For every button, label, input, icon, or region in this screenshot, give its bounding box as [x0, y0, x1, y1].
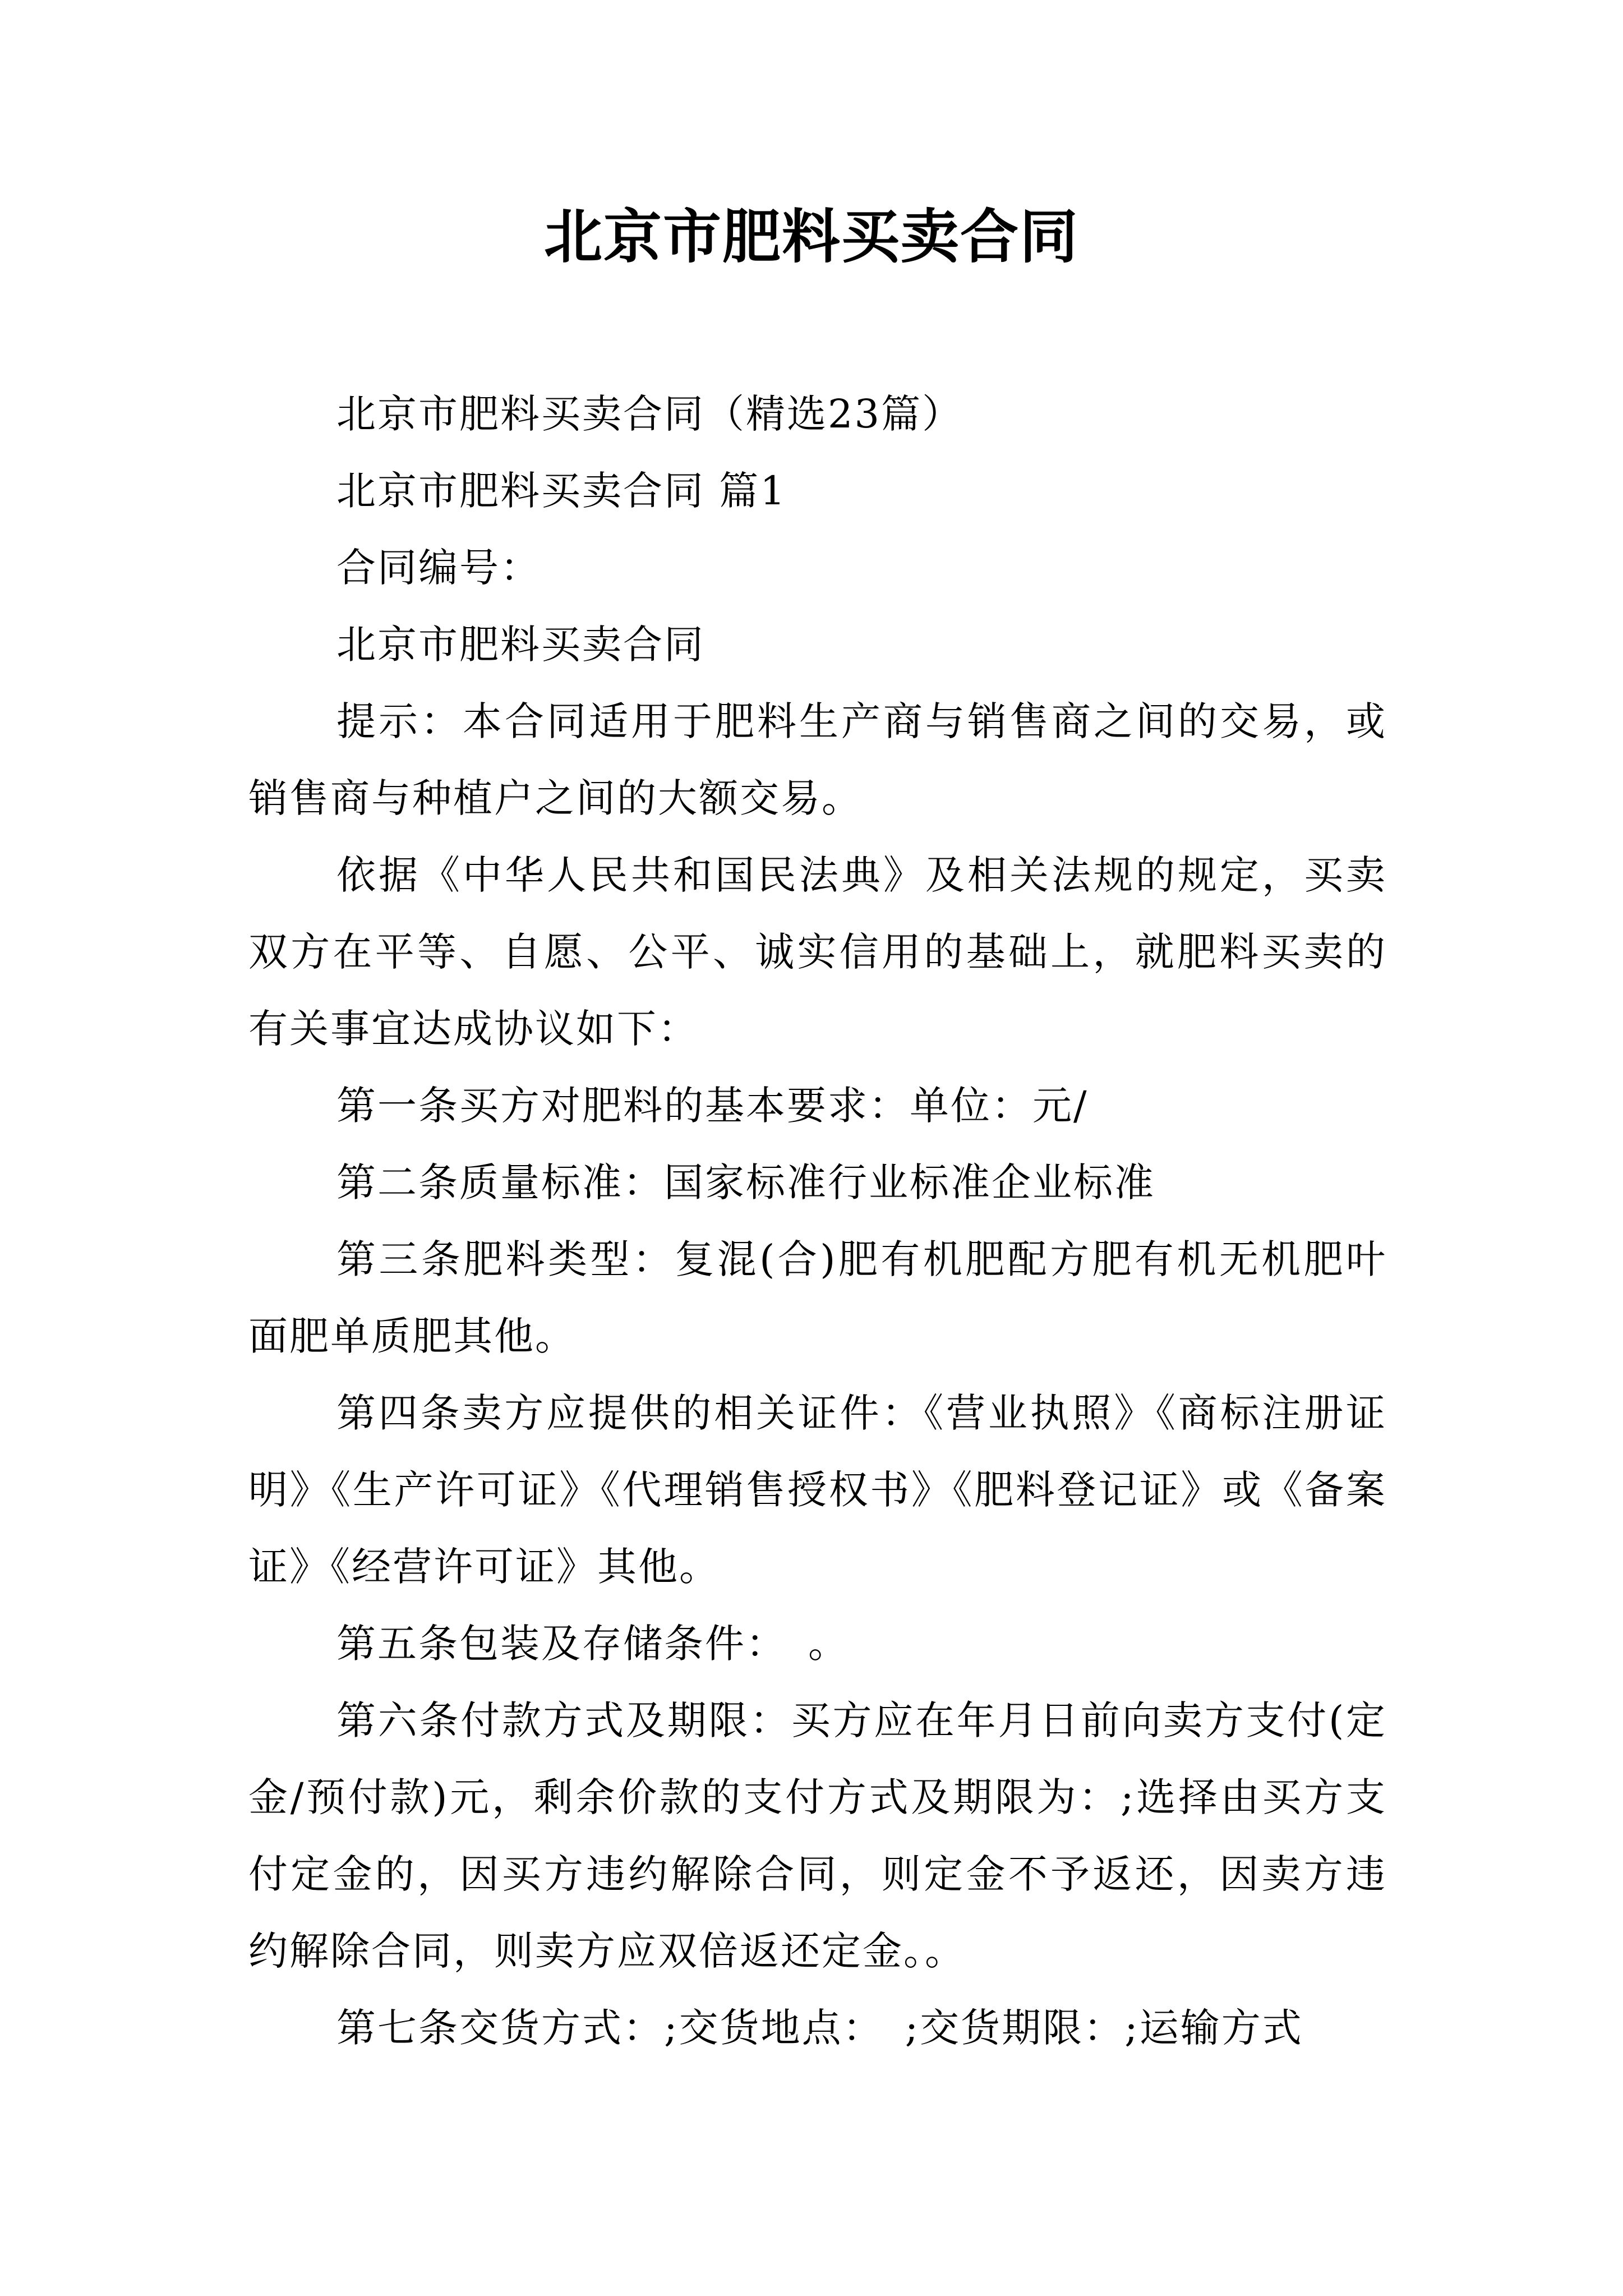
- paragraph-clause-4: 第四条卖方应提供的相关证件：《营业执照》《商标注册证明》《生产许可证》《代理销售授权书》《肥料登记证》或《备案证》《经营许可证》其他。: [248, 1390, 1387, 1590]
- paragraph-clause-6: 第六条付款方式及期限：买方应在年月日前向卖方支付(定金/预付款)元，剩余价款的支付方式及期限为：;选择由买方支付定金的，因买方违约解除合同，则定金不予返还，因卖方违约解除合同，则卖方应双倍返还定金。。: [248, 1697, 1387, 1974]
- paragraph-clause-5: 第五条包装及存储条件： 。: [336, 1621, 849, 1667]
- paragraph-contract-name: 北京市肥料买卖合同: [336, 622, 705, 668]
- paragraph-collection-title: 北京市肥料买卖合同（精选23篇）: [336, 391, 963, 437]
- paragraph-clause-1: 第一条买方对肥料的基本要求：单位：元/: [336, 1083, 1089, 1129]
- paragraph-legal-basis: 依据《中华人民共和国民法典》及相关法规的规定，买卖双方在平等、自愿、公平、诚实信用的基础上，就肥料买卖的有关事宜达成协议如下：: [248, 852, 1387, 1052]
- paragraph-clause-2: 第二条质量标准：国家标准行业标准企业标准: [336, 1159, 1155, 1205]
- paragraph-clause-3: 第三条肥料类型：复混(合)肥有机肥配方肥有机无机肥叶面肥单质肥其他。: [248, 1236, 1387, 1359]
- document-title: 北京市肥料买卖合同: [543, 202, 1079, 271]
- paragraph-article-heading: 北京市肥料买卖合同 篇1: [336, 468, 787, 514]
- document-body: [248, 376, 1387, 2067]
- paragraph-contract-number: 合同编号：: [336, 545, 541, 591]
- paragraph-notice: 提示：本合同适用于肥料生产商与销售商之间的交易，或销售商与种植户之间的大额交易。: [248, 698, 1387, 821]
- paragraph-clause-7: 第七条交货方式：;交货地点： ;交货期限：;运输方式: [336, 2005, 1303, 2051]
